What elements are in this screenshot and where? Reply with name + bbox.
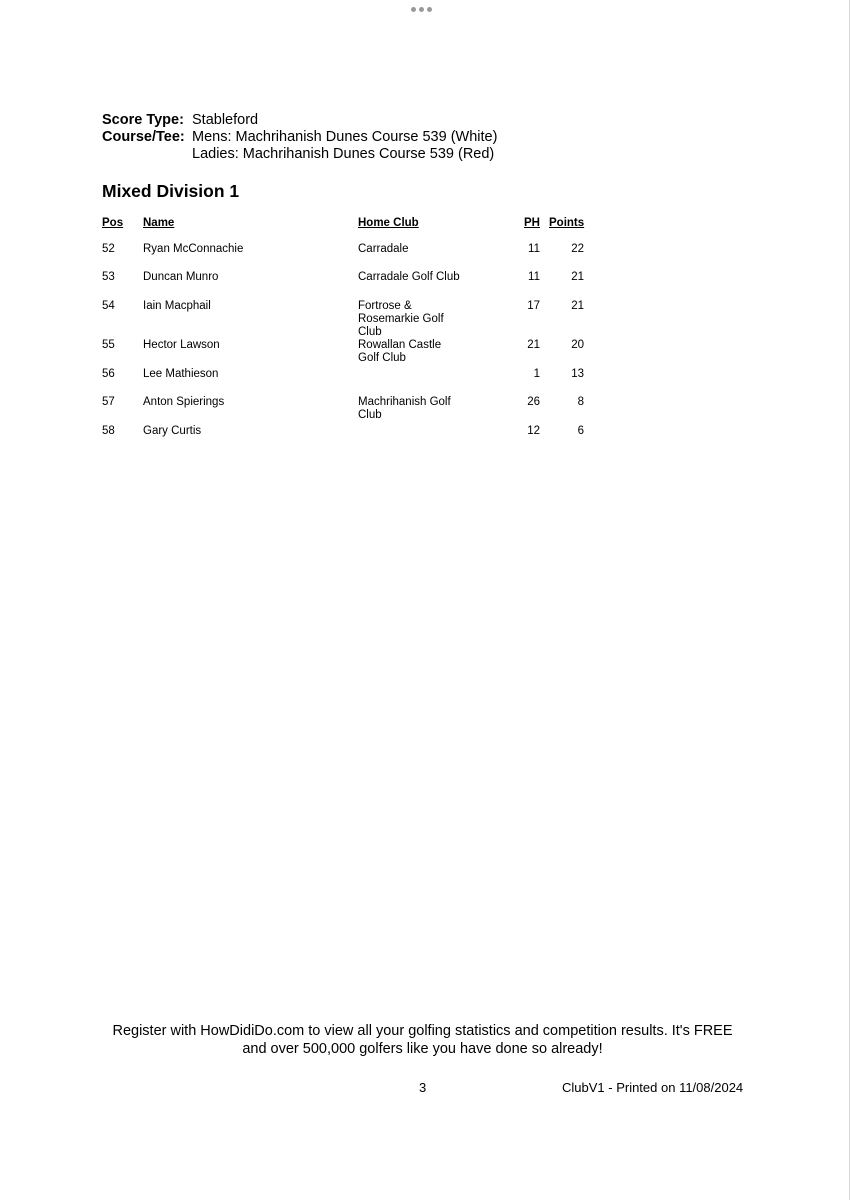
row-home-club: Rowallan Castle Golf Club (358, 339, 442, 364)
row-home-club: Machrihanish Golf Club (358, 396, 451, 421)
column-header-home-club: Home Club (358, 217, 419, 229)
row-name: Lee Mathieson (143, 368, 219, 380)
row-pos: 55 (102, 339, 115, 351)
row-pos: 54 (102, 300, 115, 312)
score-type-row (102, 112, 497, 129)
register-promo (0, 1022, 845, 1058)
course-tee-label: Course/Tee: (102, 129, 185, 145)
row-name: Anton Spierings (143, 396, 225, 408)
row-ph: 17 (527, 300, 540, 312)
row-name: Ryan McConnachie (143, 243, 244, 255)
course-ladies-row (102, 146, 497, 163)
division-title: Mixed Division 1 (102, 181, 240, 201)
row-pos: 52 (102, 243, 115, 255)
column-header-name: Name (143, 217, 175, 229)
row-home-club: Fortrose & Rosemarkie Golf Club (358, 300, 444, 338)
row-home-club: Carradale Golf Club (358, 271, 460, 283)
competition-details (102, 112, 497, 163)
row-name: Iain Macphail (143, 300, 211, 312)
row-points: 21 (571, 300, 584, 312)
row-pos: 53 (102, 271, 115, 283)
page-number: 3 (419, 1080, 427, 1095)
row-pos: 57 (102, 396, 115, 408)
row-points: 21 (571, 271, 584, 283)
score-type-label: Score Type: (102, 112, 184, 128)
column-header-points: Points (549, 217, 585, 229)
column-header-ph: PH (524, 217, 540, 229)
register-promo-line1: Register with HowDidiDo.com to view all your golfing statistics and competition results. It's FREE (112, 1023, 733, 1039)
row-points: 13 (571, 368, 584, 380)
column-header-pos: Pos (102, 217, 124, 229)
row-pos: 56 (102, 368, 115, 380)
row-name: Gary Curtis (143, 425, 202, 437)
row-home-club: Carradale (358, 243, 409, 255)
row-points: 8 (577, 396, 584, 408)
row-ph: 21 (527, 339, 540, 351)
row-ph: 11 (528, 271, 540, 283)
row-points: 20 (571, 339, 584, 351)
row-name: Hector Lawson (143, 339, 220, 351)
course-tee-row (102, 129, 497, 146)
row-ph: 11 (528, 243, 540, 255)
row-points: 6 (577, 425, 584, 437)
row-ph: 26 (527, 396, 540, 408)
row-ph: 12 (527, 425, 540, 437)
course-mens-value: Mens: Machrihanish Dunes Course 539 (White) (192, 129, 498, 145)
row-points: 22 (571, 243, 584, 255)
score-type-value: Stableford (192, 112, 259, 128)
row-name: Duncan Munro (143, 271, 219, 283)
printed-info: ClubV1 - Printed on 11/08/2024 (562, 1080, 744, 1095)
row-pos: 58 (102, 425, 115, 437)
more-options-icon[interactable] (411, 7, 432, 12)
row-ph: 1 (533, 368, 540, 380)
course-ladies-value: Ladies: Machrihanish Dunes Course 539 (Red) (192, 146, 495, 162)
register-promo-line2: and over 500,000 golfers like you have done so already! (242, 1041, 603, 1057)
